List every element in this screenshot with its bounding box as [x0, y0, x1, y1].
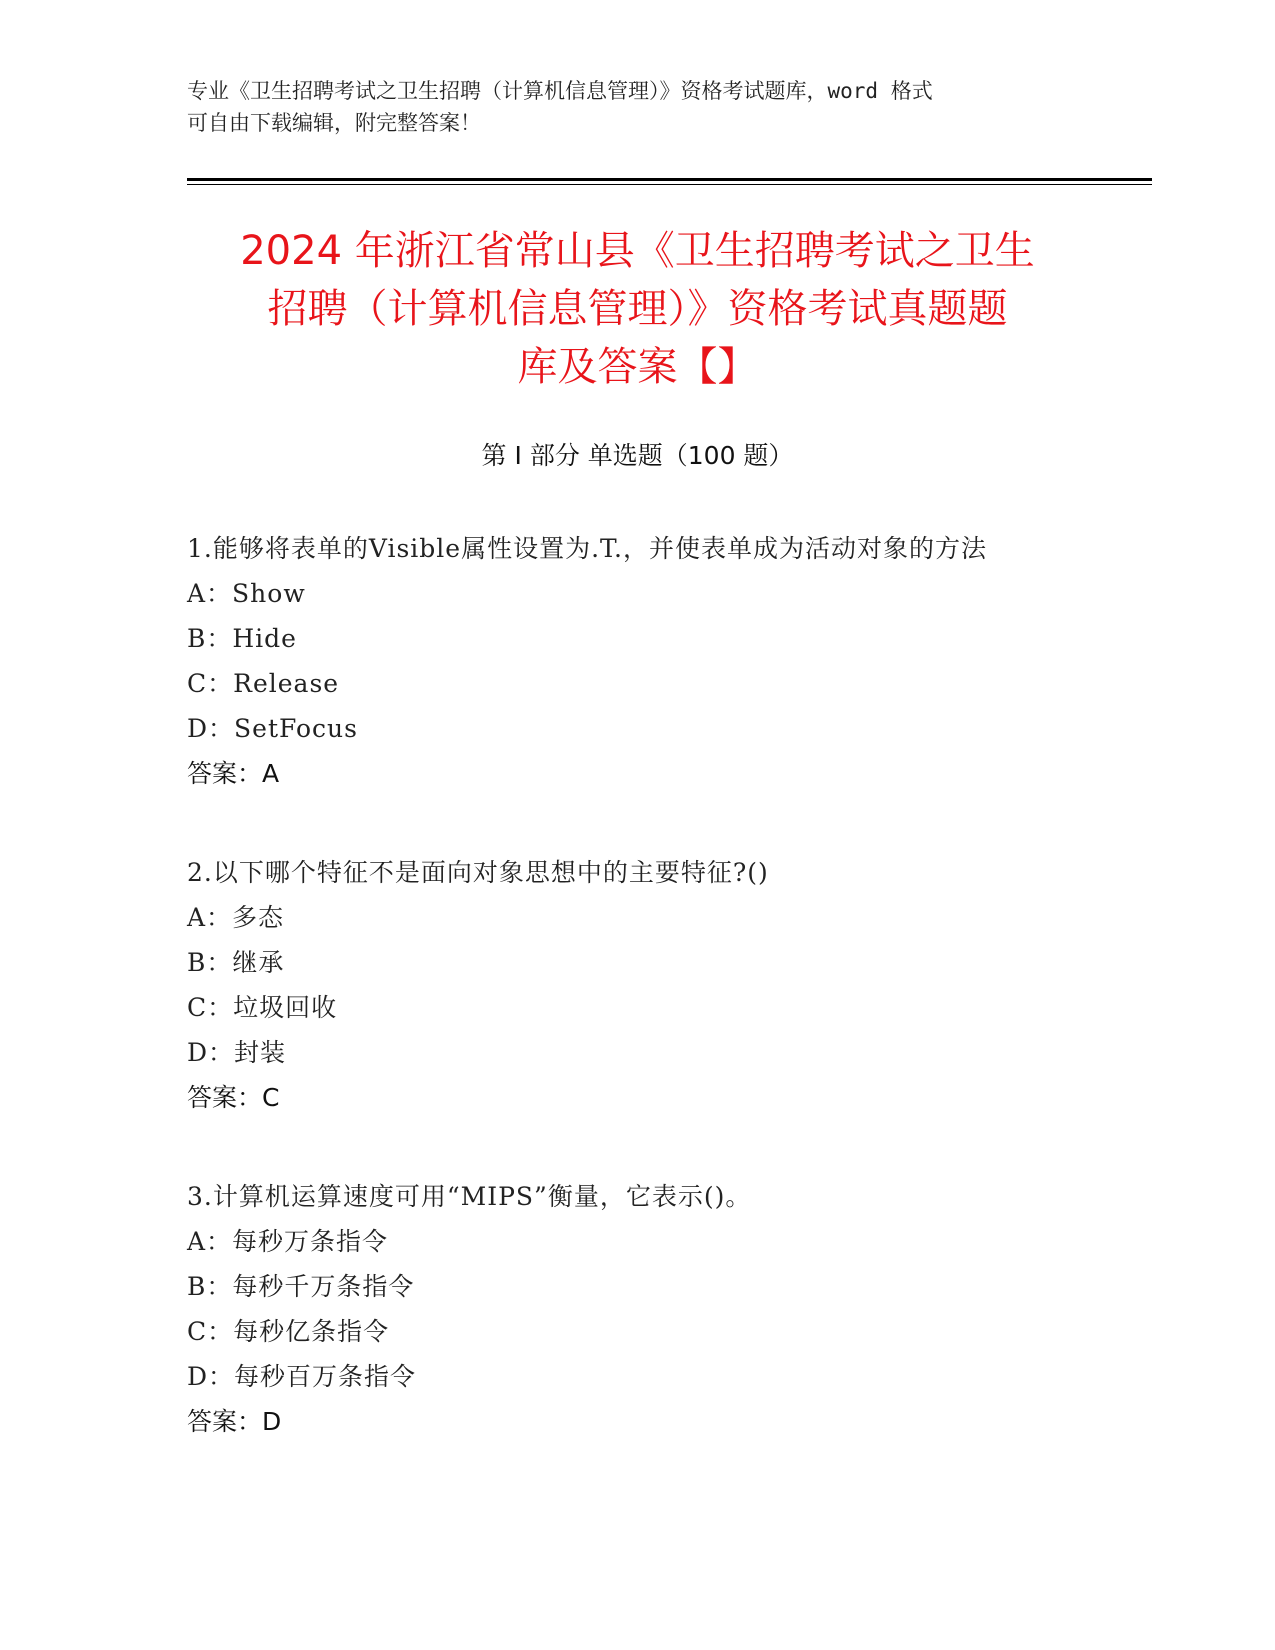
document-title-line-1: 2024 年浙江省常山县《卫生招聘考试之卫生	[240, 228, 1035, 274]
option-d: D：SetFocus	[187, 714, 358, 743]
section-title: 第 I 部分 单选题（100 题）	[481, 441, 794, 470]
option-a: A：每秒万条指令	[187, 1227, 389, 1256]
header-divider-thick	[187, 178, 1152, 181]
question-list	[187, 526, 1087, 1498]
option-d: D：每秒百万条指令	[187, 1362, 417, 1391]
header-note-line-1: 专业《卫生招聘考试之卫生招聘（计算机信息管理）》资格考试题库，word 格式	[187, 79, 933, 103]
option-b: B：Hide	[187, 624, 297, 653]
answer: 答案：D	[187, 1407, 282, 1436]
option-c: C：垃圾回收	[187, 993, 338, 1022]
option-c: C：每秒亿条指令	[187, 1317, 390, 1346]
answer: 答案：A	[187, 759, 280, 788]
option-c: C：Release	[187, 669, 340, 698]
answer: 答案：C	[187, 1083, 280, 1112]
question-3	[187, 1174, 1087, 1444]
question-stem: 1.能够将表单的Visible属性设置为.T.，并使表单成为活动对象的方法	[187, 534, 987, 563]
option-d: D：封装	[187, 1038, 287, 1067]
document-title-line-3: 库及答案【】	[517, 344, 758, 390]
header-note	[187, 75, 1067, 139]
question-1	[187, 526, 1087, 796]
header-divider-thin	[187, 184, 1152, 185]
option-b: B：继承	[187, 948, 285, 977]
question-stem: 3.计算机运算速度可用“MIPS”衡量，它表示()。	[187, 1182, 752, 1211]
question-2	[187, 850, 1087, 1120]
option-b: B：每秒千万条指令	[187, 1272, 415, 1301]
question-stem: 2.以下哪个特征不是面向对象思想中的主要特征?()	[187, 858, 769, 887]
header-note-line-2: 可自由下载编辑，附完整答案！	[187, 111, 481, 135]
document-title-line-2: 招聘（计算机信息管理）》资格考试真题题	[267, 286, 1008, 332]
option-a: A：Show	[187, 579, 306, 608]
option-a: A：多态	[187, 903, 285, 932]
document-title	[130, 222, 1145, 396]
